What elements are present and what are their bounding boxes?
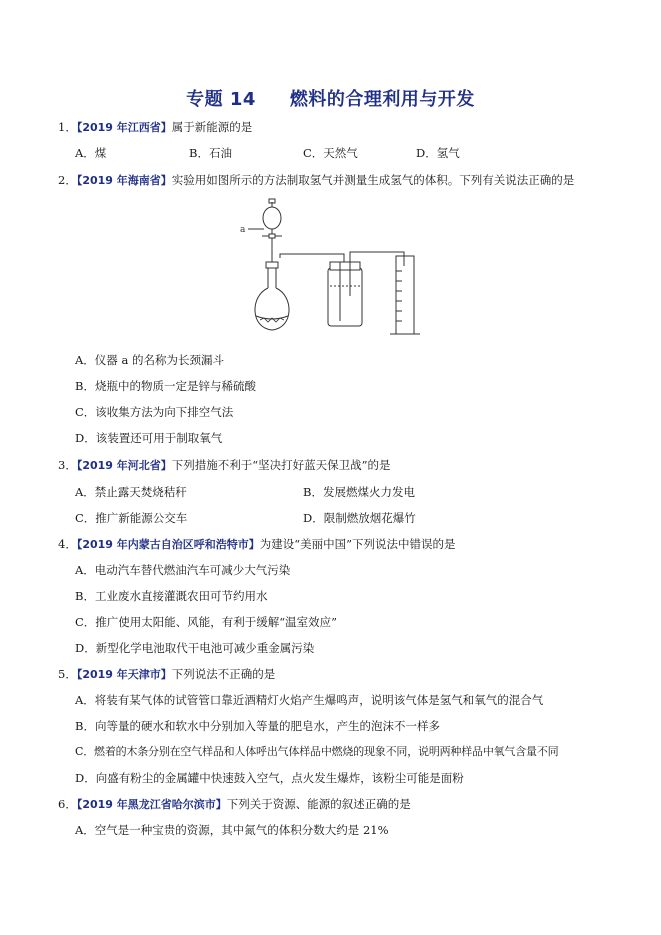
question-source: 【2019 年海南省】 <box>76 174 172 187</box>
question-stem: 下列说法不正确的是 <box>171 667 276 681</box>
question-3 <box>58 458 391 473</box>
apparatus-figure <box>236 196 436 336</box>
question-5 <box>58 667 275 682</box>
option-1c: C．天然气 <box>303 146 358 160</box>
option-2c: C．该收集方法为向下排空气法 <box>75 405 234 419</box>
option-3c: C．推广新能源公交车 <box>75 511 188 525</box>
question-source: 【2019 年内蒙古自治区呼和浩特市】 <box>76 538 260 551</box>
question-2 <box>58 173 574 188</box>
option-5a: A．将装有某气体的试管管口靠近酒精灯火焰产生爆鸣声，说明该气体是氢气和氧气的混合气 <box>75 693 544 707</box>
question-4 <box>58 537 456 552</box>
question-number: 3． <box>58 458 77 472</box>
option-1b: B．石油 <box>189 146 232 160</box>
option-3b: B．发展燃煤火力发电 <box>303 485 415 499</box>
option-1a: A．煤 <box>75 146 107 160</box>
question-stem: 为建设“美丽中国”下列说法中错误的是 <box>259 537 456 551</box>
question-number: 4． <box>58 537 77 551</box>
question-source: 【2019 年天津市】 <box>76 668 172 681</box>
option-2a: A．仪器 a 的名称为长颈漏斗 <box>75 353 224 367</box>
option-3a: A．禁止露天焚烧秸秆 <box>75 485 187 499</box>
question-stem: 下列措施不利于“坚决打好蓝天保卫战”的是 <box>171 458 391 472</box>
option-5d: D．向盛有粉尘的金属罐中快速鼓入空气，点火发生爆炸，该粉尘可能是面粉 <box>75 771 464 785</box>
option-4c: C．推广使用太阳能、风能，有利于缓解“温室效应” <box>75 615 338 629</box>
page-title <box>0 85 661 111</box>
question-1 <box>58 120 252 135</box>
option-5c: C．燃着的木条分别在空气样品和人体呼出气体样品中燃烧的现象不同，说明两种样品中氧气含量不同 <box>75 745 559 758</box>
option-4d: D．新型化学电池取代干电池可减少重金属污染 <box>75 641 315 655</box>
option-2d: D．该装置还可用于制取氧气 <box>75 431 223 445</box>
option-2b: B．烧瓶中的物质一定是锌与稀硫酸 <box>75 379 256 393</box>
question-stem: 下列关于资源、能源的叙述正确的是 <box>226 797 411 811</box>
topic-number: 专题 14 <box>186 89 256 110</box>
topic-name: 燃料的合理利用与开发 <box>289 89 475 110</box>
question-number: 6． <box>58 797 77 811</box>
option-4b: B．工业废水直接灌溉农田可节约用水 <box>75 589 268 603</box>
question-source: 【2019 年河北省】 <box>76 459 172 472</box>
question-number: 2． <box>58 173 77 187</box>
option-5b: B．向等量的硬水和软水中分别加入等量的肥皂水，产生的泡沫不一样多 <box>75 719 440 733</box>
figure-label-a: a <box>240 225 246 235</box>
question-source: 【2019 年江西省】 <box>76 121 172 134</box>
question-source: 【2019 年黑龙江省哈尔滨市】 <box>76 798 227 811</box>
option-3d: D．限制燃放烟花爆竹 <box>303 511 416 525</box>
question-stem: 实验用如图所示的方法制取氢气并测量生成氢气的体积。下列有关说法正确的是 <box>171 173 575 187</box>
question-6 <box>58 797 411 812</box>
option-6a: A．空气是一种宝贵的资源，其中氮气的体积分数大约是 21% <box>75 823 389 837</box>
option-1d: D．氢气 <box>416 146 460 160</box>
question-stem: 属于新能源的是 <box>171 120 253 134</box>
option-4a: A．电动汽车替代燃油汽车可减少大气污染 <box>75 563 291 577</box>
question-number: 5． <box>58 667 77 681</box>
question-number: 1． <box>58 120 77 134</box>
